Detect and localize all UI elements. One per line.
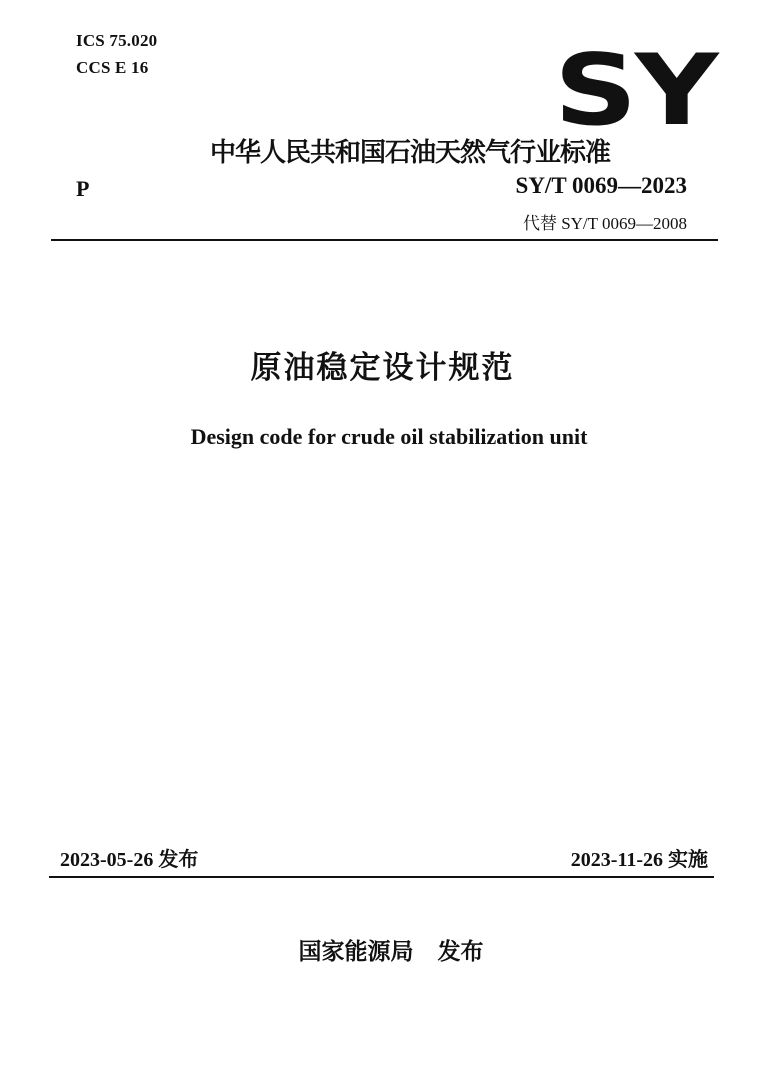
issuer-action: 发布 [437,939,484,965]
effective-date: 2023-11-26 实施 [570,849,708,871]
replaces-note: 代替 SY/T 0069—2008 [522,214,687,233]
issuer-line [0,933,765,966]
category-letter: P [76,176,90,201]
standard-number: SY/T 0069—2023 [515,173,687,198]
publish-date: 2023-05-26 发布 [60,849,199,871]
top-divider [51,239,718,241]
issuer-name: 国家能源局 [298,939,414,965]
document-title-chinese: 原油稳定设计规范 [250,350,515,386]
industry-standard-title: 中华人民共和国石油天然气行业标准 [210,138,611,168]
sy-logo: SY [554,34,717,148]
document-title-english: Design code for crude oil stabilization unit [190,424,588,449]
ccs-code: CCS E 16 [76,58,149,77]
bottom-divider [49,876,714,878]
ics-code: ICS 75.020 [76,31,158,50]
